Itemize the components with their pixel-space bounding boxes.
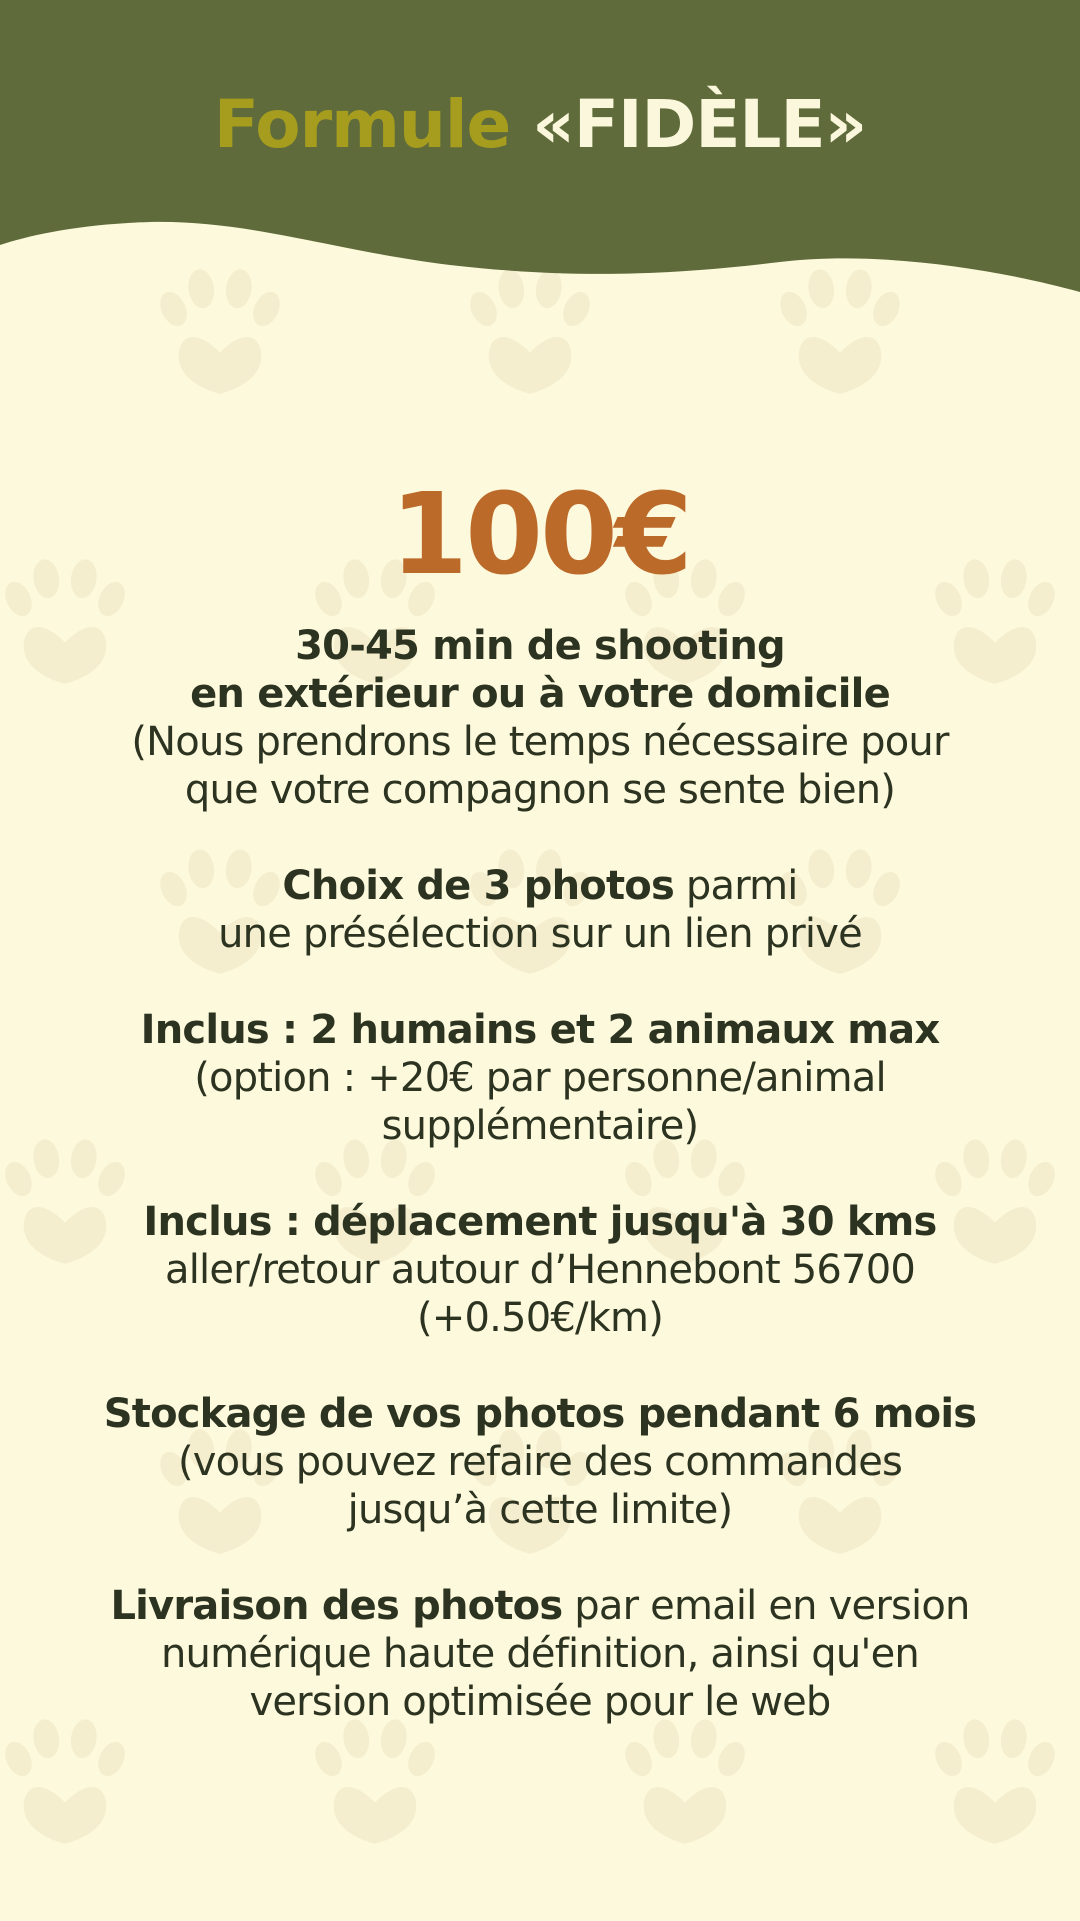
shooting-duration: 30-45 min de shooting (295, 623, 785, 669)
included-people-option-2: supplémentaire) (381, 1103, 699, 1149)
page-title (0, 80, 1080, 170)
storage-title: Stockage de vos photos pendant 6 mois (103, 1391, 977, 1437)
included-people-option-1: (option : +20€ par personne/animal (194, 1055, 886, 1101)
delivery-rest: par email en version (562, 1583, 970, 1629)
storage-detail-2: jusqu’à cette limite) (347, 1487, 733, 1533)
header-banner (0, 0, 1080, 300)
delivery-block (40, 1582, 1040, 1726)
travel-detail: aller/retour autour d’Hennebont 56700 (164, 1247, 915, 1293)
shooting-note-2: que votre compagnon se sente bien) (184, 767, 896, 813)
photo-choice-detail: une présélection sur un lien privé (218, 911, 862, 957)
photo-choice-bold: Choix de 3 photos (282, 863, 674, 909)
delivery-bold: Livraison des photos (110, 1583, 563, 1629)
travel-price: (+0.50€/km) (416, 1295, 664, 1341)
travel-title: Inclus : déplacement jusqu'à 30 kms (143, 1199, 937, 1245)
included-people-block (40, 1006, 1040, 1150)
offer-content (0, 470, 1080, 1774)
photo-choice-block (40, 862, 1040, 958)
storage-detail-1: (vous pouvez refaire des commandes (177, 1439, 903, 1485)
travel-block (40, 1198, 1040, 1342)
shooting-note-1: (Nous prendrons le temps nécessaire pour (131, 719, 949, 765)
delivery-detail-1: numérique haute définition, ainsi qu'en (161, 1631, 919, 1677)
title-fidele: «FIDÈLE» (532, 86, 867, 163)
shooting-location: en extérieur ou à votre domicile (190, 671, 890, 717)
delivery-detail-2: version optimisée pour le web (249, 1679, 831, 1725)
photo-choice-rest: parmi (673, 863, 798, 909)
title-formule: Formule (213, 86, 511, 163)
storage-block (40, 1390, 1040, 1534)
included-people-title: Inclus : 2 humains et 2 animaux max (140, 1007, 940, 1053)
shooting-block (40, 622, 1040, 814)
price: 100€ (390, 470, 690, 600)
